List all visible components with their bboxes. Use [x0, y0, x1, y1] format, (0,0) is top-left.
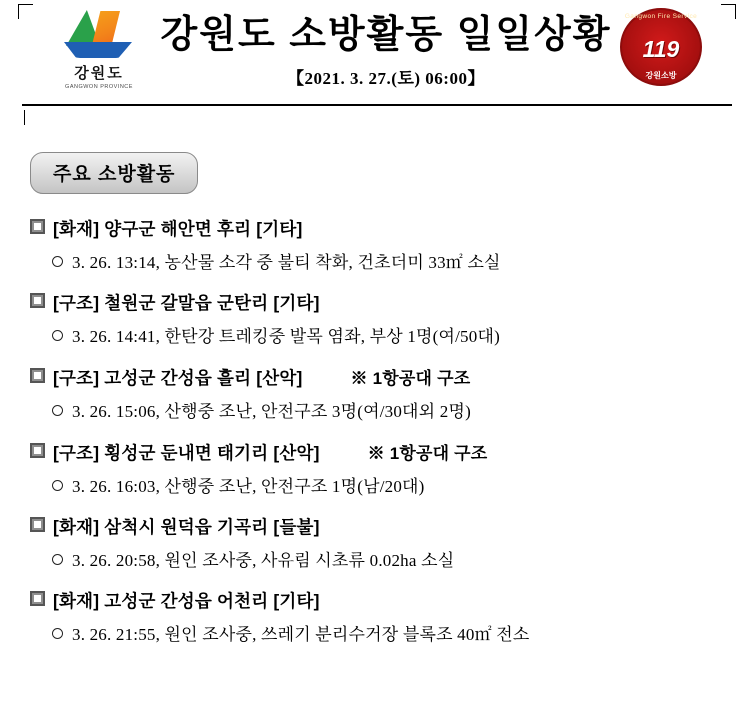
list-item — [30, 290, 728, 347]
logo-name: 강원도 — [74, 65, 124, 82]
square-bullet-icon — [30, 517, 45, 532]
entry-time: 3. 26. 21:55, — [72, 625, 161, 644]
entry-description: 농산물 소각 중 불티 착화, 건초더미 33㎡ 소실 — [164, 253, 501, 272]
entry-kind: [기타] — [273, 591, 320, 611]
square-bullet-icon — [30, 443, 45, 458]
section-heading: 주요 소방활동 — [30, 152, 198, 194]
entry-note: ※ 1항공대 구조 — [350, 369, 471, 388]
gangwon-logo-icon — [62, 10, 136, 60]
circle-bullet-icon — [52, 554, 63, 565]
emblem-number: 119 — [642, 36, 680, 62]
emblem-arc-text: Gangwon Fire Service — [624, 13, 698, 20]
header-divider — [22, 104, 732, 106]
entry-description: 산행중 조난, 안전구조 3명(여/30대외 2명) — [164, 402, 471, 421]
list-item — [30, 216, 728, 273]
entry-description: 한탄강 트레킹중 발목 염좌, 부상 1명(여/50대) — [164, 327, 500, 346]
entry-detail — [52, 546, 728, 571]
entry-category: [화재] — [53, 591, 100, 611]
entry-time: 3. 26. 16:03, — [72, 477, 161, 496]
entry-kind: [산악] — [273, 443, 320, 463]
square-bullet-icon — [30, 293, 45, 308]
document-header — [22, 0, 732, 104]
entry-header — [30, 364, 728, 390]
entry-time: 3. 26. 13:14, — [72, 253, 161, 272]
square-bullet-icon — [30, 219, 45, 234]
entry-header — [30, 588, 728, 613]
entry-time: 3. 26. 14:41, — [72, 327, 161, 346]
circle-bullet-icon — [52, 330, 63, 341]
entry-category: [구조] — [53, 443, 100, 463]
list-item — [30, 364, 728, 422]
entry-category: [구조] — [53, 293, 100, 313]
entry-kind: [기타] — [273, 293, 320, 313]
entry-detail — [52, 248, 728, 273]
entry-detail — [52, 397, 728, 422]
title-block — [161, 15, 612, 90]
entry-category: [구조] — [53, 368, 100, 388]
entry-place: 삼척시 원덕읍 기곡리 — [104, 517, 269, 537]
entry-detail — [52, 322, 728, 347]
entry-place: 횡성군 둔내면 태기리 — [104, 443, 269, 463]
list-item — [30, 439, 728, 497]
circle-bullet-icon — [52, 405, 63, 416]
entry-detail — [52, 620, 728, 645]
square-bullet-icon — [30, 368, 45, 383]
entry-kind: [들불] — [273, 517, 320, 537]
circle-bullet-icon — [52, 628, 63, 639]
entry-category: [화재] — [53, 517, 100, 537]
gangwon-logo — [44, 10, 154, 90]
entry-detail — [52, 472, 728, 497]
report-datetime: 【2021. 3. 27.(토) 06:00】 — [287, 69, 485, 89]
entry-description: 산행중 조난, 안전구조 1명(남/20대) — [164, 477, 425, 496]
entry-time: 3. 26. 15:06, — [72, 402, 161, 421]
entry-header — [30, 514, 728, 539]
text-caret — [24, 110, 25, 125]
square-bullet-icon — [30, 591, 45, 606]
emblem-bottom-text: 강원소방 — [645, 71, 677, 80]
circle-bullet-icon — [52, 480, 63, 491]
activity-list — [0, 216, 754, 645]
entry-header — [30, 439, 728, 465]
list-item — [30, 514, 728, 571]
page-title: 강원도 소방활동 일일상황 — [160, 13, 612, 56]
entry-header — [30, 216, 728, 241]
entry-place: 양구군 해안면 후리 — [104, 219, 252, 239]
entry-kind: [기타] — [256, 219, 303, 239]
entry-place: 고성군 간성읍 어천리 — [104, 591, 269, 611]
entry-place: 고성군 간성읍 흘리 — [104, 368, 252, 388]
entry-description: 원인 조사중, 쓰레기 분리수거장 블록조 40㎡ 전소 — [164, 625, 530, 644]
fire-service-emblem-icon — [620, 8, 706, 88]
list-item — [30, 588, 728, 645]
entry-kind: [산악] — [256, 368, 303, 388]
entry-time: 3. 26. 20:58, — [72, 551, 161, 570]
entry-header — [30, 290, 728, 315]
entry-category: [화재] — [53, 219, 100, 239]
circle-bullet-icon — [52, 256, 63, 267]
entry-place: 철원군 갈말읍 군탄리 — [104, 293, 269, 313]
logo-roman: GANGWON PROVINCE — [65, 84, 133, 90]
entry-note: ※ 1항공대 구조 — [367, 444, 488, 463]
entry-description: 원인 조사중, 사유림 시초류 0.02ha 소실 — [164, 551, 455, 570]
